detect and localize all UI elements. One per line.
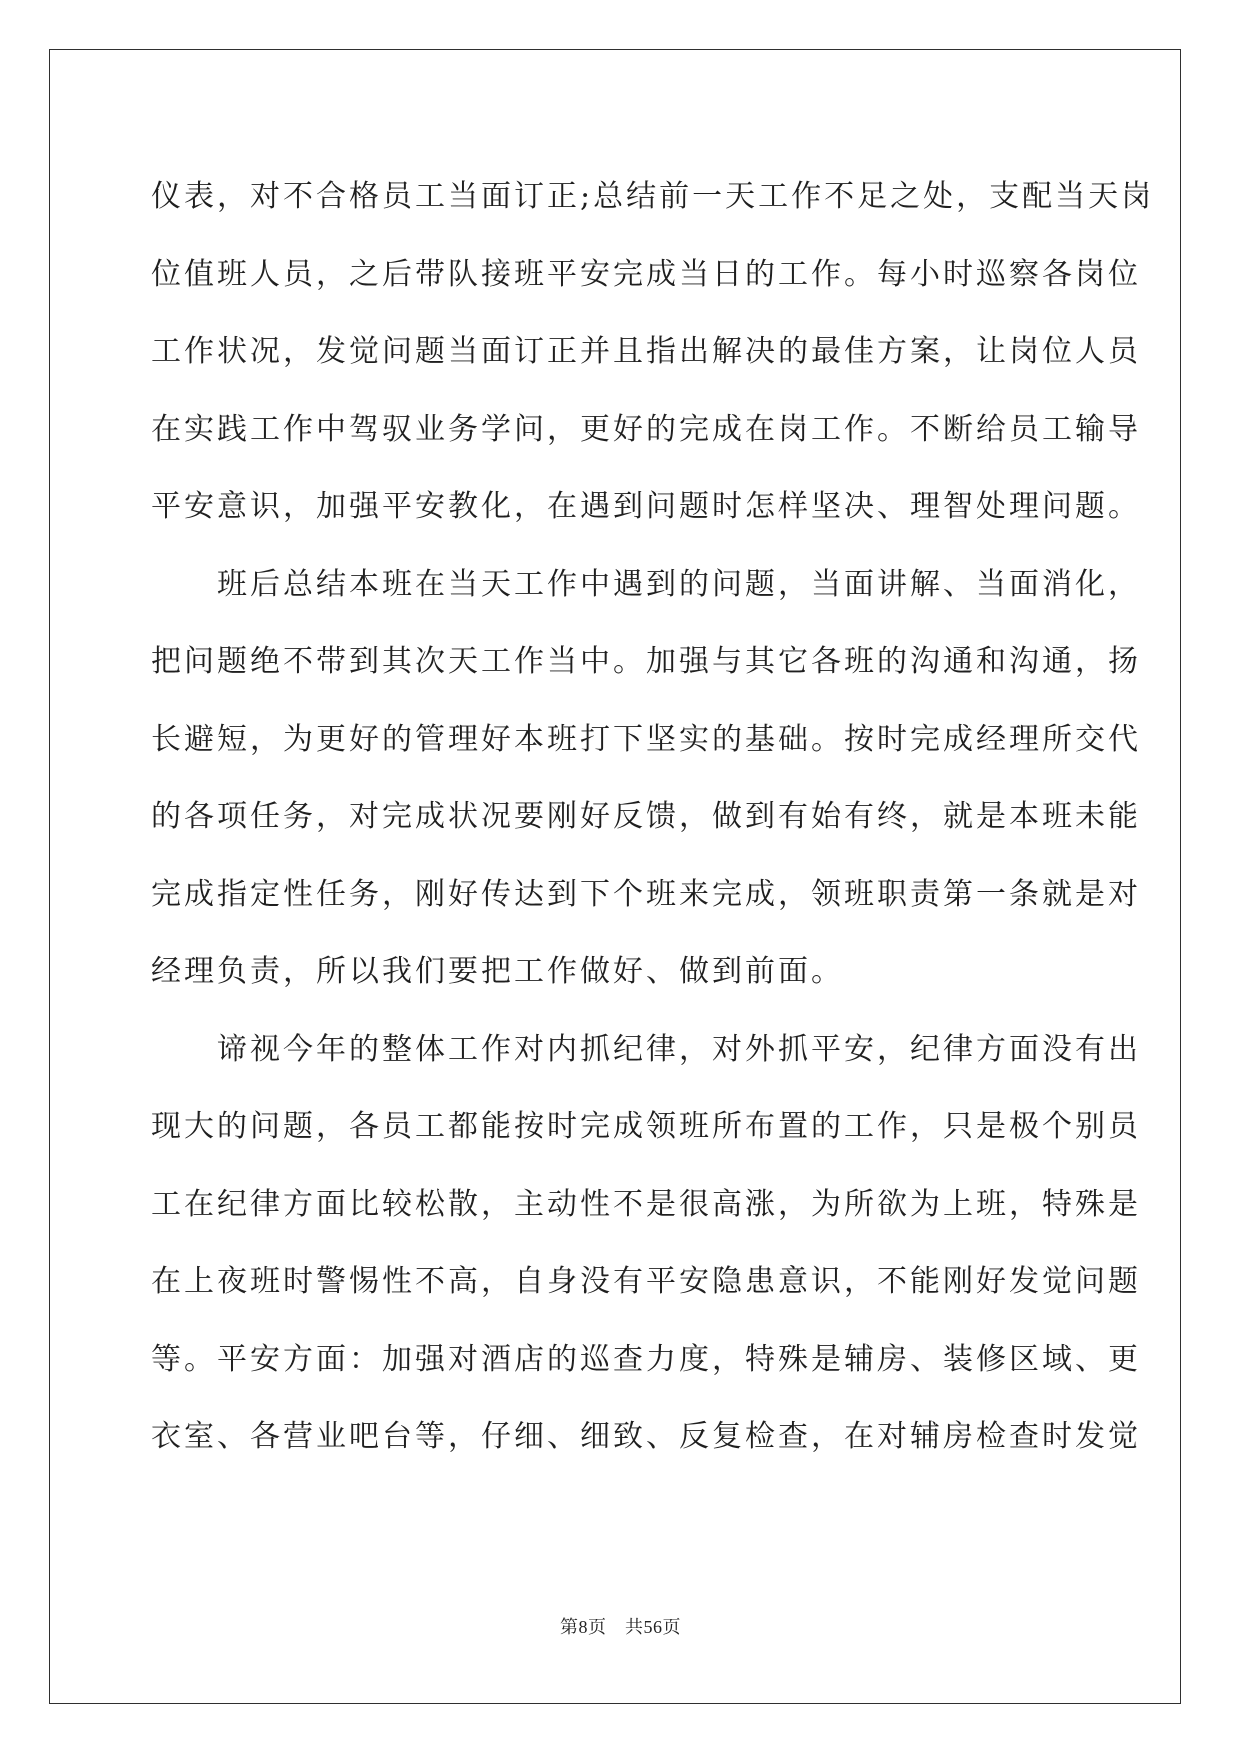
text-line: 现大的问题，各员工都能按时完成领班所布置的工作，只是极个别员 xyxy=(151,1109,1141,1144)
text-line: 仪表，对不合格员工当面订正;总结前一天工作不足之处，支配当天岗 xyxy=(151,179,1155,214)
text-line: 在上夜班时警惕性不高，自身没有平安隐患意识，不能刚好发觉问题 xyxy=(151,1264,1141,1299)
text-line: 衣室、各营业吧台等，仔细、细致、反复检查，在对辅房检查时发觉 xyxy=(151,1419,1141,1454)
page-footer xyxy=(0,1613,1241,1639)
text-line: 的各项任务，对完成状况要刚好反馈，做到有始有终，就是本班未能 xyxy=(151,799,1141,834)
text-line: 等。平安方面：加强对酒店的巡查力度，特殊是辅房、装修区域、更 xyxy=(151,1341,1141,1377)
text-line: 工作状况，发觉问题当面订正并且指出解决的最佳方案，让岗位人员 xyxy=(151,334,1141,369)
text-line: 把问题绝不带到其次天工作当中。加强与其它各班的沟通和沟通，扬 xyxy=(151,644,1141,679)
text-line: 在实践工作中驾驭业务学问，更好的完成在岗工作。不断给员工输导 xyxy=(151,411,1141,447)
footer-separator: 共 xyxy=(606,1617,644,1638)
text-line: 平安意识，加强平安教化，在遇到问题时怎样坚决、理智处理问题。 xyxy=(151,489,1141,524)
text-line: 经理负责，所以我们要把工作做好、做到前面。 xyxy=(151,954,844,989)
text-line: 工在纪律方面比较松散，主动性不是很高涨，为所欲为上班，特殊是 xyxy=(151,1186,1141,1222)
text-line: 班后总结本班在当天工作中遇到的问题，当面讲解、当面消化， xyxy=(151,566,1141,602)
page-number: 8 xyxy=(578,1617,588,1637)
footer-prefix: 第 xyxy=(560,1617,579,1638)
total-pages: 56 xyxy=(643,1617,663,1637)
text-line: 谛视今年的整体工作对内抓纪律，对外抓平安，纪律方面没有出 xyxy=(151,1031,1141,1067)
document-body xyxy=(151,158,1155,1476)
footer-total-suffix: 页 xyxy=(662,1617,681,1638)
text-line: 位值班人员，之后带队接班平安完成当日的工作。每小时巡察各岗位 xyxy=(151,256,1141,292)
text-line: 完成指定性任务，刚好传达到下个班来完成，领班职责第一条就是对 xyxy=(151,876,1141,912)
text-line: 长避短，为更好的管理好本班打下坚实的基础。按时完成经理所交代 xyxy=(151,721,1141,757)
footer-page-suffix: 页 xyxy=(588,1617,607,1638)
